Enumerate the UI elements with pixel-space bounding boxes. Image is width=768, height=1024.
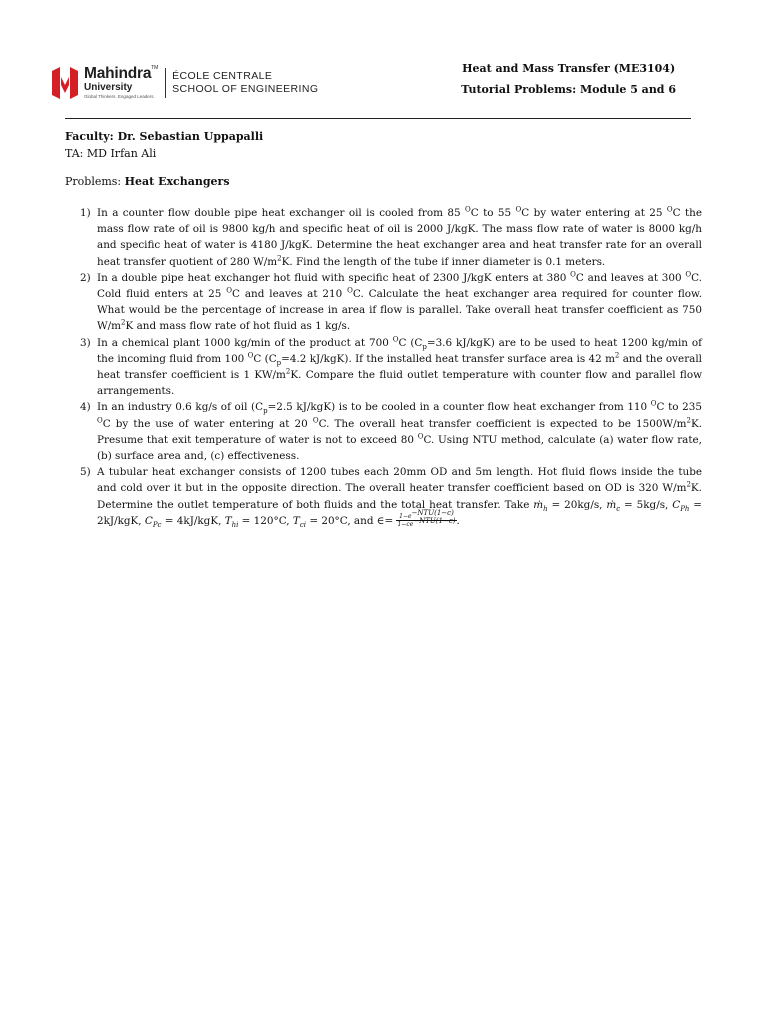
logo-brand: Mahindra™ bbox=[84, 65, 159, 82]
problem-list bbox=[80, 205, 702, 529]
problem-item bbox=[80, 335, 702, 400]
problem-number: 2) bbox=[80, 271, 91, 284]
course-meta bbox=[65, 128, 263, 162]
header-rule bbox=[65, 118, 691, 119]
problem-item bbox=[80, 399, 702, 464]
problems-heading: Problems: Heat Exchangers bbox=[65, 175, 230, 188]
problem-number: 4) bbox=[80, 401, 91, 414]
logo-wordmark bbox=[84, 66, 158, 99]
problem-item bbox=[80, 205, 702, 270]
university-logo bbox=[52, 66, 318, 99]
logo-university: University bbox=[84, 81, 133, 93]
logo-tagline: Global Thinkers. Engaged Leaders. bbox=[84, 93, 155, 99]
problem-text: In a chemical plant 1000 kg/min of the product at 700 $^O$C ($C_p=3.6$ kJ/kgK) are to be used to heat 1200 kg/min of the incoming fluid from 100 $^O$C ($C_p=4.2$ kJ/kgK). If the installed heat transfer surface area is 42 $m^2$ and the overall heat transfer coefficient is 1 $KW/m^2K$. Compare the fluid outlet temperature with counter flow and parallel flow arrangements. bbox=[97, 335, 703, 398]
ta-line: TA: MD Irfan Ali bbox=[65, 147, 157, 160]
tutorial-subtitle: Tutorial Problems: Module 5 and 6 bbox=[461, 83, 676, 96]
problem-text: In a counter flow double pipe heat exchanger oil is cooled from 85 $^O$C to 55 $^O$C by water entering at 25 $^O$C the mass flow rate of oil is 9800 kg/h and specific heat of oil is 2000 J/kgK. The mass flow rate of water is 8000 kg/h and specific heat of water is 4180 J/kgK. Determine the heat exchanger area and heat transfer rate for an overall heat transfer quotient of 280 $W/m^2K$. Find the length of the tube if inner diameter is 0.1 meters. bbox=[97, 205, 703, 268]
faculty-line: Faculty: Dr. Sebastian Uppapalli bbox=[65, 130, 264, 143]
problem-text: In a double pipe heat exchanger hot fluid with specific heat of 2300 J/kgK enters at 380 $^O$C and leaves at 300 $^O$C. Cold fluid enters at 25 $^O$C and leaves at 210 $^O$C. Calculate the heat exchanger area required for counter flow. What would be the percentage of increase in area if flow is parallel. Take overall heat transfer coefficient as 750 $W/m^2K$ and mass flow rate of hot fluid as 1 kg/s. bbox=[97, 270, 702, 333]
problem-item bbox=[80, 464, 702, 529]
course-title: Heat and Mass Transfer (ME3104) bbox=[462, 62, 676, 75]
problem-number: 3) bbox=[80, 336, 91, 349]
problem-text: A tubular heat exchanger consists of 1200 tubes each 20mm OD and 5m length. Hot fluid flows inside the tube and cold over it but in the opposite direction. The overall heater transfer coefficient based on OD is 320 $W/m^2K$. Determine the outlet temperature of both fluids and the total heat transfer. Take ṁ$_h$ = 20kg/s, ṁ$_c$ = 5kg/s, $C_{Ph} = 2kJ/kgK$, $C_{Pc} = 4kJ/kgK$, $T_{hi} = 120^\circ C$, $T_{ci} = 20^\circ C$, and ∈= $\frac{1-e^{-NTU(1-c)}}{1-ce^{-NTU(1-c)}}$ . bbox=[97, 466, 703, 529]
mahindra-m-logo-icon bbox=[52, 67, 78, 99]
problem-number: 1) bbox=[80, 207, 91, 219]
problem-number: 5) bbox=[80, 466, 91, 479]
course-header bbox=[461, 62, 676, 96]
logo-school: ÉCOLE CENTRALE SCHOOL OF ENGINEERING bbox=[172, 70, 319, 95]
logo-divider bbox=[165, 68, 166, 98]
problem-text: In an industry 0.6 kg/s of oil ($C_p=2.5$ kJ/kgK) is to be cooled in a counter flow heat exchanger from 110 $^O$C to 235 $^O$C by the use of water entering at 20 $^O$C. The overall heat transfer coefficient is expected to be $1500W/m^2K$. Presume that exit temperature of water is not to exceed 80 $^O$C. Using NTU method, calculate (a) water flow rate, (b) surface area and, (c) effectiveness. bbox=[97, 399, 703, 463]
problem-item bbox=[80, 270, 702, 335]
